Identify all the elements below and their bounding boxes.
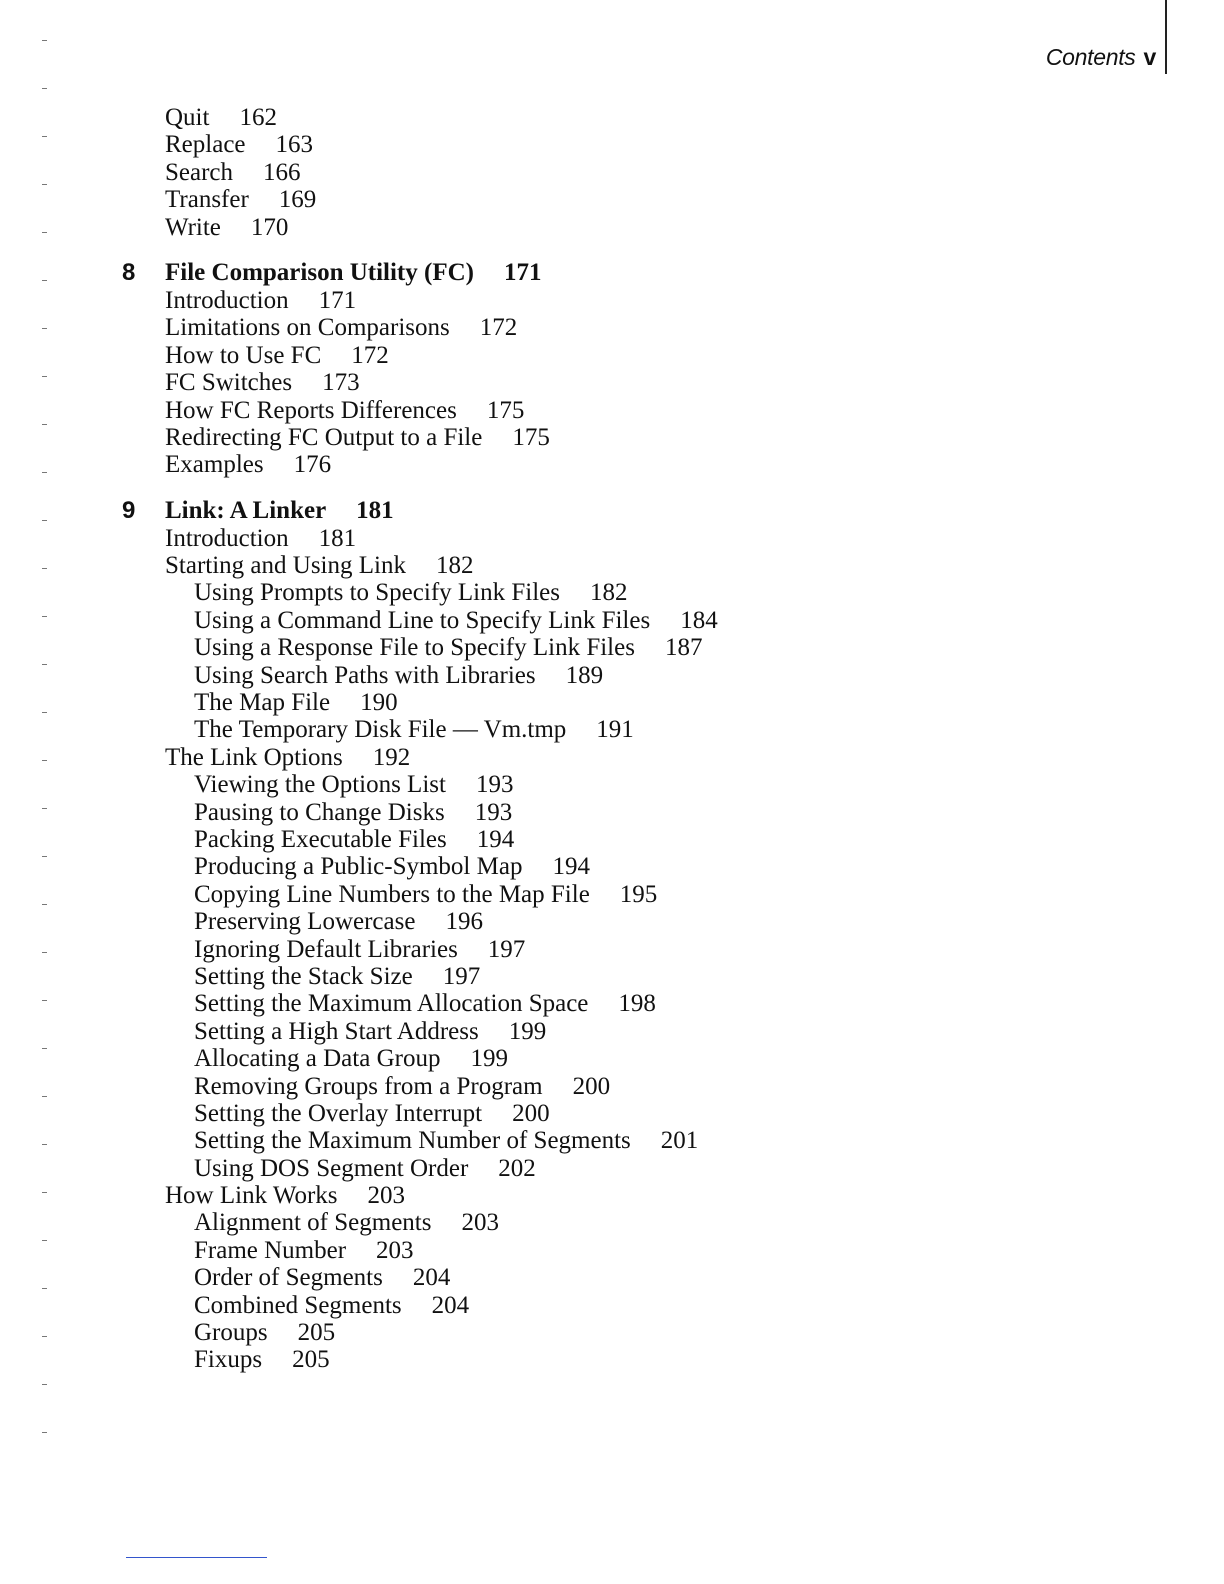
toc-entry-page: 198 <box>618 990 656 1018</box>
toc-entry-title: Order of Segments <box>194 1264 383 1292</box>
toc-entry-page: 194 <box>552 853 590 881</box>
toc-entry-title: Ignoring Default Libraries <box>194 935 458 963</box>
toc-entry-page: 200 <box>572 1072 611 1100</box>
toc-entry-title: Alignment of Segments <box>194 1209 432 1237</box>
toc-entry-title: How Link Works <box>165 1182 338 1210</box>
toc-entry-page: 199 <box>470 1045 508 1073</box>
chapter-page: 171 <box>503 258 542 286</box>
toc-entry-page: 195 <box>619 880 658 908</box>
toc-entry-page: 175 <box>486 396 525 424</box>
running-header <box>1046 44 1156 71</box>
toc-entry-page: 171 <box>318 286 357 314</box>
toc-entry[interactable] <box>0 104 1224 131</box>
toc-entry-page: 190 <box>360 689 398 717</box>
toc-entry[interactable] <box>0 369 1224 396</box>
toc-entry-page: 176 <box>293 451 332 479</box>
toc-subentry[interactable] <box>0 662 1224 689</box>
toc-subentry[interactable] <box>0 716 1224 743</box>
toc-entry-page: 205 <box>297 1319 336 1347</box>
running-header-title: Contents <box>1045 44 1136 70</box>
toc-subentry[interactable] <box>0 853 1224 880</box>
toc-entry-title: Using Prompts to Specify Link Files <box>194 579 560 607</box>
toc-entry-title: How FC Reports Differences <box>165 396 457 424</box>
toc-entry[interactable] <box>0 287 1224 314</box>
toc-subentry[interactable] <box>0 579 1224 606</box>
toc-entry-title: Fixups <box>194 1346 263 1374</box>
toc-entry-page: 172 <box>351 341 389 369</box>
toc-entry-page: 197 <box>442 962 481 990</box>
toc-entry[interactable] <box>0 186 1224 213</box>
margin-tick <box>42 1384 47 1385</box>
toc-entry-title: Producing a Public-Symbol Map <box>194 853 523 881</box>
toc-entry-page: 191 <box>596 716 634 744</box>
toc-entry-title: Combined Segments <box>194 1291 402 1319</box>
toc-subentry[interactable] <box>0 963 1224 990</box>
header-rule <box>1165 0 1167 74</box>
toc-entry-title: Replace <box>165 131 246 159</box>
toc-entry[interactable] <box>0 451 1224 478</box>
toc-subentry[interactable] <box>0 799 1224 826</box>
toc-entry-title: The Map File <box>194 689 331 717</box>
toc-entry-page: 175 <box>512 423 550 451</box>
footer-rule <box>126 1557 267 1558</box>
toc-subentry[interactable] <box>0 634 1224 661</box>
toc-entry-title: Packing Executable Files <box>194 825 447 853</box>
toc-entry-page: 181 <box>318 524 357 552</box>
toc-subentry[interactable] <box>0 1264 1224 1291</box>
toc-entry-page: 187 <box>664 634 703 662</box>
toc-entry-title: Transfer <box>165 186 249 214</box>
toc-entry-title: Introduction <box>165 286 289 314</box>
toc-entry-title: Limitations on Comparisons <box>165 314 450 342</box>
toc-entry-title: Redirecting FC Output to a File <box>165 423 483 451</box>
chapter-heading[interactable] <box>0 496 1224 525</box>
toc-subentry[interactable] <box>0 1237 1224 1264</box>
toc-entry-page: 163 <box>275 131 314 159</box>
toc-entry-page: 162 <box>239 104 277 131</box>
toc-entry-page: 203 <box>376 1236 414 1264</box>
toc-entry-title: Introduction <box>165 524 289 552</box>
toc-subentry[interactable] <box>0 1155 1224 1182</box>
toc-entry-page: 193 <box>474 798 513 826</box>
toc-entry-title: Groups <box>194 1319 268 1347</box>
section-gap <box>0 241 1224 258</box>
toc-entry-page: 166 <box>263 158 301 186</box>
toc-entry[interactable] <box>0 314 1224 341</box>
toc-entry[interactable] <box>0 342 1224 369</box>
toc-entry[interactable] <box>0 397 1224 424</box>
toc-subentry[interactable] <box>0 1045 1224 1072</box>
toc-entry-title: The Temporary Disk File — Vm.tmp <box>194 716 567 744</box>
toc-entry-page: 200 <box>512 1099 550 1127</box>
toc-entry-page: 201 <box>660 1127 699 1155</box>
toc-entry-title: Using a Command Line to Specify Link Files <box>194 606 651 634</box>
chapter-number: 8 <box>122 258 136 286</box>
toc-entry-title: Copying Line Numbers to the Map File <box>194 880 590 908</box>
toc-entry[interactable] <box>0 552 1224 579</box>
toc-subentry[interactable] <box>0 1018 1224 1045</box>
toc-entry-page: 170 <box>250 213 289 241</box>
chapter-heading[interactable] <box>0 258 1224 287</box>
toc-subentry[interactable] <box>0 1100 1224 1127</box>
toc-entry[interactable] <box>0 159 1224 186</box>
toc-entry-title: Using DOS Segment Order <box>194 1154 469 1182</box>
table-of-contents <box>0 104 1224 1374</box>
toc-entry-page: 203 <box>367 1182 406 1210</box>
chapter-title: File Comparison Utility (FC) <box>165 258 474 286</box>
toc-entry-title: Setting a High Start Address <box>194 1017 479 1045</box>
toc-entry-title: Examples <box>165 451 264 479</box>
chapter-title: Link: A Linker <box>165 496 327 524</box>
toc-entry-page: 205 <box>292 1346 330 1374</box>
toc-entry-page: 196 <box>445 908 483 936</box>
toc-entry[interactable] <box>0 131 1224 158</box>
toc-entry-title: FC Switches <box>165 369 293 397</box>
toc-subentry[interactable] <box>0 826 1224 853</box>
toc-entry-page: 184 <box>680 606 718 634</box>
toc-entry-page: 172 <box>479 314 518 342</box>
toc-entry-page: 169 <box>278 186 317 214</box>
toc-subentry[interactable] <box>0 1319 1224 1346</box>
toc-entry-page: 197 <box>487 935 526 963</box>
toc-entry-page: 204 <box>412 1264 451 1292</box>
toc-entry-title: Write <box>165 213 221 241</box>
toc-entry-title: How to Use FC <box>165 341 322 369</box>
toc-entry-title: Removing Groups from a Program <box>194 1072 543 1100</box>
margin-tick <box>42 88 47 89</box>
toc-entry-page: 173 <box>322 369 360 397</box>
toc-subentry[interactable] <box>0 689 1224 716</box>
toc-entry-title: Setting the Overlay Interrupt <box>194 1099 483 1127</box>
toc-entry-title: The Link Options <box>165 743 343 771</box>
toc-subentry[interactable] <box>0 607 1224 634</box>
toc-entry-title: Viewing the Options List <box>194 771 446 799</box>
toc-entry-title: Frame Number <box>194 1236 347 1264</box>
toc-entry-page: 204 <box>431 1291 470 1319</box>
toc-entry-page: 194 <box>476 825 515 853</box>
toc-entry[interactable] <box>0 525 1224 552</box>
toc-entry-title: Quit <box>165 104 210 131</box>
chapter-page: 181 <box>356 496 394 524</box>
toc-entry[interactable] <box>0 1182 1224 1209</box>
toc-subentry[interactable] <box>0 771 1224 798</box>
toc-subentry[interactable] <box>0 908 1224 935</box>
toc-subentry[interactable] <box>0 1346 1224 1373</box>
toc-entry-page: 189 <box>565 661 604 689</box>
toc-entry-title: Using Search Paths with Libraries <box>194 661 536 689</box>
toc-subentry[interactable] <box>0 936 1224 963</box>
page-numeral: v <box>1143 44 1156 70</box>
toc-subentry[interactable] <box>0 1127 1224 1154</box>
toc-subentry[interactable] <box>0 990 1224 1017</box>
toc-entry-title: Setting the Stack Size <box>194 962 413 990</box>
toc-subentry[interactable] <box>0 1209 1224 1236</box>
toc-entry-title: Starting and Using Link <box>165 552 406 580</box>
section-gap <box>0 479 1224 496</box>
toc-entry[interactable] <box>0 424 1224 451</box>
toc-entry-page: 182 <box>435 552 474 580</box>
toc-entry-title: Using a Response File to Specify Link Files <box>194 634 635 662</box>
toc-entry[interactable] <box>0 214 1224 241</box>
toc-entry-title: Pausing to Change Disks <box>194 798 445 826</box>
toc-entry-page: 182 <box>589 579 628 607</box>
toc-entry-page: 203 <box>461 1209 499 1237</box>
toc-entry-title: Setting the Maximum Number of Segments <box>194 1127 631 1155</box>
toc-subentry[interactable] <box>0 1292 1224 1319</box>
toc-entry-page: 199 <box>508 1017 547 1045</box>
toc-entry-page: 193 <box>475 771 514 799</box>
toc-entry-title: Search <box>165 158 234 186</box>
toc-entry-title: Setting the Maximum Allocation Space <box>194 990 589 1018</box>
toc-entry-page: 202 <box>498 1154 536 1182</box>
chapter-number: 9 <box>122 496 136 524</box>
toc-entry-title: Allocating a Data Group <box>194 1045 441 1073</box>
toc-subentry[interactable] <box>0 1073 1224 1100</box>
toc-entry[interactable] <box>0 744 1224 771</box>
margin-tick <box>42 40 47 41</box>
toc-entry-page: 192 <box>372 743 411 771</box>
toc-subentry[interactable] <box>0 881 1224 908</box>
margin-tick <box>42 1432 47 1433</box>
toc-entry-title: Preserving Lowercase <box>194 908 416 936</box>
